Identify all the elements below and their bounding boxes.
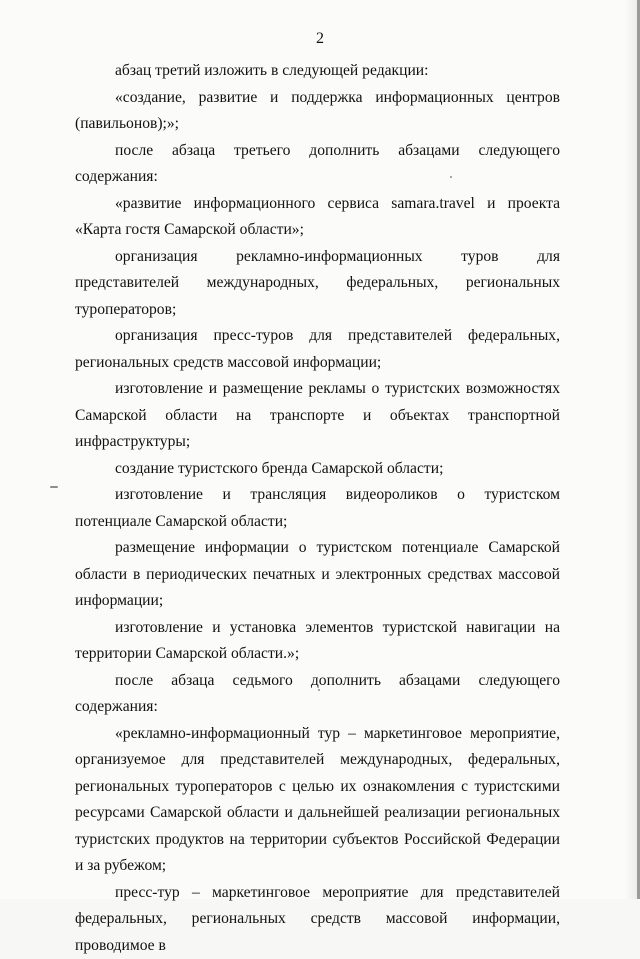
scan-dot-top xyxy=(450,176,452,178)
document-body xyxy=(75,58,560,959)
paragraph: изготовление и размещение рекламы о туристских возможностях Самарской области на транспорте и объектах транспортной инфраструктуры; xyxy=(75,376,560,456)
paragraph: изготовление и установка элементов туристской навигации на территории Самарской области.»; xyxy=(75,615,560,668)
paragraph: изготовление и трансляция видеороликов о туристском потенциале Самарской области; xyxy=(75,482,560,535)
paragraph: «рекламно-информационный тур – маркетинговое мероприятие, организуемое для представителей международных, федеральных, региональных туроператоров с целью их ознакомления с туристскими ресурсами Самарской области и дальнейшей реализации региональных туристских продуктов на территории субъектов Российской Федерации и за рубежом; xyxy=(75,721,560,880)
paragraph: пресс-тур – маркетинговое мероприятие для представителей федеральных, региональных средств массовой информации, проводимое в xyxy=(75,880,560,959)
scan-mark-left xyxy=(50,486,58,488)
paragraph: абзац третий изложить в следующей редакции: xyxy=(75,58,560,85)
scan-dot-bottom xyxy=(318,689,320,691)
paragraph: «развитие информационного сервиса samara.travel и проекта «Карта гостя Самарской области»; xyxy=(75,191,560,244)
paragraph: организация рекламно-информационных туров для представителей международных, федеральных, региональных туроператоров; xyxy=(75,244,560,324)
paragraph: создание туристского бренда Самарской области; xyxy=(75,456,560,483)
paragraph: после абзаца третьего дополнить абзацами следующего содержания: xyxy=(75,138,560,191)
paragraph: размещение информации о туристском потенциале Самарской области в периодических печатных и электронных средствах массовой информации; xyxy=(75,535,560,615)
paragraph: после абзаца седьмого дополнить абзацами следующего содержания: xyxy=(75,668,560,721)
page-number: 2 xyxy=(0,28,640,50)
paragraph: организация пресс-туров для представителей федеральных, региональных средств массовой информации; xyxy=(75,323,560,376)
paragraph: «создание, развитие и поддержка информационных центров (павильонов);»; xyxy=(75,85,560,138)
